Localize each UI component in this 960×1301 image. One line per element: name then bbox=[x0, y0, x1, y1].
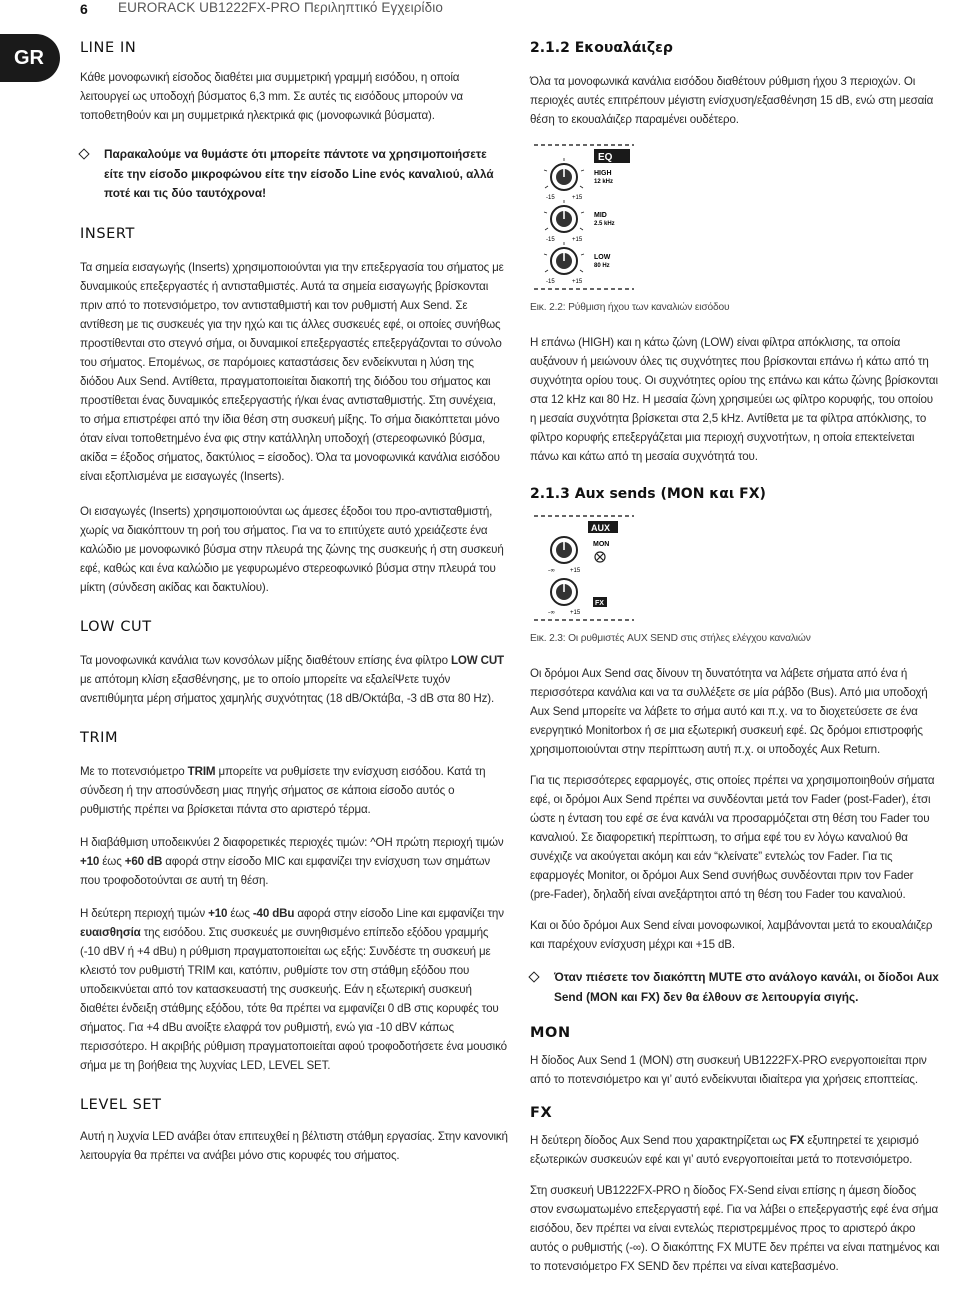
trim-p3-g: της εισόδου. Στις συσκευές με συνηθισμένο επίπεδο εξόδου γραμμής (-10 dBV ή +4 dBu) η ρύθμιση πραγματοποιείται ως εξής: Συνδέστε τη συσκευή με κλειστό τον ρυθμιστή TRIM και, κατόπιν, ρυθμίστε τον στη στάθμη εξόδου που υποδεικνύεται από τον κατασκευαστή της συσκευής. Εάν η εξωτερική συσκευή διαθέτει ένδειξη στάθμης εξόδου, τότε θα πρέπει να εμφανίζει 0 dB στις κορυφές του σήματος. Για +4 dBu ανοίξτε ελαφρά τον ρυθμιστή, ενώ για -10 dBV κάπως περισσότερο. Η ακριβής ρύθμιση πραγματοποιείται αφού τροφοδοτήσετε ένα μουσικό σήμα με τη βοήθεια της λυχνίας LED, LEVEL SET. bbox=[80, 925, 507, 1072]
fx-p1-a: Η δεύτερη δίοδος Aux Send που χαρακτηρίζεται ως bbox=[530, 1134, 790, 1147]
note-diamond-icon bbox=[78, 148, 89, 159]
low-cut-text-c: με απότομη κλίση εξασθένησης, με το οποίο μπορείτε να εξαλείΨετε τυχόν ανεπιθύμητα μέρη σήματος χαμηλής συχνότητας (18 dB/Οκτάβα, -3 dB στα 80 Hz). bbox=[80, 672, 495, 705]
aux-mon-label: MON bbox=[593, 541, 610, 548]
section-heading-mon: MON bbox=[530, 1025, 571, 1041]
language-tab: GR bbox=[0, 34, 60, 82]
aux-note bbox=[530, 968, 940, 1007]
fx-paragraph-2: Στη συσκευή UB1222FX-PRO η δίοδος FX-Send είναι επίσης η άμεση δίοδος στον ενσωματωμένο επεξεργαστή εφέ. Για να λάβει ο επεξεργαστής εφέ ένα σήμα εισόδου, δεν πρέπει να είναι εντελώς περιστρεμμένος προς το αριστερό άκρο αυτός ο ρυθμιστής (-∞). Ο διακόπτης FX MUTE δεν πρέπει να είναι πατημένος και το ποτενσιόμετρο FX SEND δεν πρέπει να είναι κατεβασμένο. bbox=[530, 1184, 940, 1273]
eq-title: EQ bbox=[598, 152, 613, 163]
section-heading-aux-sends: 2.1.3 Aux sends (MON και FX) bbox=[530, 486, 766, 502]
eq-mid-min: -15 bbox=[546, 237, 555, 243]
eq-mid-max: +15 bbox=[572, 237, 583, 243]
eq-mid-knob[interactable] bbox=[544, 200, 584, 232]
trim-p3-d: -40 dBu bbox=[252, 906, 295, 920]
aux-mon-mute-icon bbox=[595, 552, 605, 562]
trim-paragraph-1 bbox=[80, 762, 508, 819]
trim-p1-c: μπορείτε να ρυθμίσετε την ενίσχυση εισόδου. Κατά τη σύνδεση ή την αποσύνδεση μιας πηγής σήματος σε κάποια είσοδο αυτός ο ρυθμιστής πρέπει να βρίσκεται πάντα στο αριστερό τέρμα. bbox=[80, 764, 486, 816]
insert-paragraph-2: Οι εισαγωγές (Inserts) χρησιμοποιούνται ως άμεσες έξοδοι του προ-αντισταθμιστή, χωρίς να διακόπτουν τη ροή του σήματος. Για να το επιτύχετε αυτό χρειάζεστε ένα καλώδιο με μονοφωνικό βύσμα στην πλευρά της ζώνης της συσκευής ή στη συσκευή εφέ, καθώς και ένα καλώδιο με γεφυρωμένο στερεοφωνικό βύσμα στην πλευρά του μίκτη (σύνδεση ακίδας και δακτυλίου). bbox=[80, 504, 504, 594]
trim-p2-d: +60 dB bbox=[124, 854, 163, 868]
trim-p1-a: Με το ποτενσιόμετρο bbox=[80, 764, 188, 778]
eq-low-max: +15 bbox=[572, 279, 583, 285]
eq-figure-caption: Εικ. 2.2: Ρύθμιση ήχου των καναλιών εισόδου bbox=[530, 302, 730, 313]
line-in-note bbox=[80, 145, 508, 204]
aux-mon-max: +15 bbox=[570, 568, 581, 574]
level-set-paragraph: Αυτή η λυχνία LED ανάβει όταν επιτευχθεί η βέλτιστη στάθμη εργασίας. Στην κανονική λειτουργία θα πρέπει να ανάβει μόνο στις κορυφές του σήματος. bbox=[80, 1129, 508, 1162]
trim-p1-bold: TRIM bbox=[187, 764, 216, 778]
eq-low-min: -15 bbox=[546, 279, 555, 285]
low-cut-text-a: Τα μονοφωνικά κανάλια των κονσόλων μίξης διαθέτουν επίσης ένα φίλτρο bbox=[80, 653, 451, 667]
section-heading-level-set: LEVEL SET bbox=[80, 1096, 162, 1113]
eq-low-label: LOW bbox=[594, 254, 611, 261]
aux-paragraph-1: Οι δρόμοι Aux Send σας δίνουν τη δυνατότητα να λάβετε σήματα από ένα ή περισσότερα κανάλια και να τα συλλέξετε σε μία ράβδο (Bus). Από μια υποδοχή Aux Send μπορείτε να λάβετε το σήμα αυτό και π.χ. να το διοχετεύσετε σε ένα ενεργητικό Monitorbox ή σε μια εξωτερική συσκευή εφέ. Ως δρόμοι επιστροφής χρησιμοποιούνται στην περίπτωση αυτή π.χ. οι υποδοχές Aux Return. bbox=[530, 667, 928, 756]
section-heading-low-cut: LOW CUT bbox=[80, 618, 152, 635]
fx-p1-bold: FX bbox=[789, 1134, 805, 1147]
trim-p2-a: Η διαβάθμιση υποδεικνύει 2 διαφορετικές περιοχές τιμών: ^ΟΗ πρώτη περιοχή τιμών bbox=[80, 835, 504, 849]
mon-paragraph: Η δίοδος Aux Send 1 (MON) στη συσκευή UB1222FX-PRO ενεργοποιείται πριν από το ποτενσιόμετρο και γι’ αυτό ενδείκνυται ιδιαίτερα για χρήσεις εποπτείας. bbox=[530, 1054, 927, 1086]
trim-paragraph-3 bbox=[80, 904, 508, 1075]
aux-paragraph-3: Και οι δύο δρόμοι Aux Send είναι μονοφωνικοί, λαμβάνονται μετά το εκουαλάιζερ και παρέχουν ενίσχυση μέχρι και +15 dB. bbox=[530, 919, 933, 951]
aux-mon-knob[interactable] bbox=[551, 537, 577, 563]
eq-paragraph-2: Η επάνω (HIGH) και η κάτω ζώνη (LOW) είναι φίλτρα απόκλισης, τα οποία αυξάνουν ή μειώνουν όλες τις συχνότητες που βρίσκονται επάνω ή κάτω από τη συχνότητα ορίου τους. Οι συχνότητες ορίου της επάνω και κάτω ζώνης βρίσκονται στα 12 kHz και 80 Hz. Η μεσαία ζώνη χρησιμεύει ως φίλτρο κορυφής, του οποίου η μεσαία συχνότητα βρίσκεται στα 2,5 kHz. Αντίθετα με τα φίλτρα απόκλισης, το φίλτρο κορυφής επεξεργάζεται μια περιοχή συχνοτήτων, η οποία επεκτείνεται πάνω και κάτω από τη μεσαία συχνότητά του. bbox=[530, 336, 938, 463]
low-cut-bold: LOW CUT bbox=[450, 653, 504, 667]
section-heading-insert: INSERT bbox=[80, 225, 135, 242]
right-column bbox=[530, 40, 940, 1288]
fx-p1-c: εξυπηρετεί τε χειρισμό εξωτερικών συσκευών εφέ και γι’ αυτό ενεργοποιείται μετά το ποτενσιόμετρο. bbox=[530, 1134, 919, 1166]
low-cut-paragraph bbox=[80, 651, 508, 708]
trim-p2-b: +10 bbox=[80, 854, 100, 868]
note-diamond-icon bbox=[528, 971, 539, 982]
aux-fx-knob[interactable] bbox=[551, 579, 577, 605]
eq-high-freq: 12 kHz bbox=[594, 179, 614, 185]
fx-paragraph-1 bbox=[530, 1131, 940, 1169]
eq-paragraph-1: Όλα τα μονοφωνικά κανάλια εισόδου διαθέτουν ρύθμιση ήχου 3 περιοχών. Οι περιοχές αυτές επιτρέπουν μέγιστη ενίσχυση/εξασθένηση 15 dB, ενώ στη μεσαία θέση το εκουαλάιζερ παραμένει ουδέτερο. bbox=[530, 75, 934, 126]
eq-low-knob[interactable] bbox=[544, 242, 584, 274]
eq-high-label: HIGH bbox=[594, 170, 612, 177]
aux-title: AUX bbox=[591, 523, 611, 533]
aux-figure bbox=[530, 514, 940, 624]
aux-fx-label: FX bbox=[595, 600, 604, 607]
trim-p3-f: ευαισθησία bbox=[80, 925, 141, 939]
insert-paragraph-1: Τα σημεία εισαγωγής (Inserts) χρησιμοποιούνται για την επεξεργασία του σήματος με δυναμικούς επεξεργαστές ή αντισταθμιστές. Αυτά τα σημεία εισαγωγής βρίσκονται πριν από το ποτενσιόμετρο, τον αντισταθμιστή και τον ρυθμιστή Aux Send. Σε αντίθεση με τις συσκευές για την ηχώ και τις άλλες συσκευές εφέ, οι οποίες συνήθως προστίθενται στο στεγνό σήμα, οι δυναμικοί επεξεργαστές επεξεργάζονται το σύνολο του σήματος. Επομένως, σε παρόμοιες καταστάσεις δεν ενδείκνυται η λύση της διόδου Aux Send. Αντίθετα, πραγματοποιείται διακοπή της διόδου του σήματος και προστίθεται ένας δυναμικός επεξεργαστής ή/και ένας αντισταθμιστής. Στη συνέχεια, το σήμα επιστρέφει από την ίδια θέση στη συσκευή μίξης. Το σήμα διακόπτεται μόνο όταν είναι τοποθετημένο ένα φις στην κατάλληλη υποδοχή (στερεοφωνικό βύσμα, ακίδα = έξοδος σήματος, δακτύλιος = είσοδος). Όλα τα μονοφωνικά κανάλια εισόδου είναι εξοπλισμένα με εισαγωγές (Inserts). bbox=[80, 260, 504, 483]
section-heading-line-in: LINE IN bbox=[80, 40, 137, 56]
eq-low-freq: 80 Hz bbox=[594, 263, 610, 269]
eq-mid-freq: 2.5 kHz bbox=[594, 221, 615, 227]
aux-fx-min: -∞ bbox=[548, 609, 556, 616]
aux-fx-max: +15 bbox=[570, 610, 581, 616]
trim-p3-c: έως bbox=[227, 906, 253, 920]
trim-paragraph-2 bbox=[80, 833, 508, 890]
trim-p2-e: αφορά στην είσοδο MIC και εμφανίζει την ενίσχυση των σημάτων που τροφοδοτούνται σε αυτή τη θέση. bbox=[80, 854, 490, 887]
trim-p3-b: +10 bbox=[208, 906, 228, 920]
aux-diagram bbox=[530, 514, 640, 624]
section-heading-fx: FX bbox=[530, 1105, 553, 1121]
eq-figure bbox=[530, 143, 940, 293]
line-in-paragraph: Κάθε μονοφωνική είσοδος διαθέτει μια συμμετρική γραμμή εισόδου, η οποία λειτουργεί ως υποδοχή βύσματος 6,3 mm. Σε αυτές τις εισόδους μπορούν να τοποθετηθούν και μη συμμετρικά ηλεκτρικά φις (μονοφωνικά βύσματα). bbox=[80, 71, 463, 122]
aux-note-text: Όταν πιέσετε τον διακόπτη MUTE στο ανάλογο κανάλι, οι δίοδοι Aux Send (MON και FX) δεν θα έλθουν σε λειτουργία σιγής. bbox=[554, 970, 939, 1004]
aux-figure-caption: Εικ. 2.3: Οι ρυθμιστές AUX SEND στις στήλες ελέγχου καναλιών bbox=[530, 633, 811, 644]
section-heading-equalizer: 2.1.2 Εκουαλάιζερ bbox=[530, 40, 673, 56]
page-header bbox=[0, 0, 960, 22]
section-heading-trim: TRIM bbox=[80, 729, 119, 746]
aux-mon-min: -∞ bbox=[548, 567, 556, 574]
eq-high-knob[interactable] bbox=[544, 158, 584, 190]
eq-diagram bbox=[530, 143, 640, 293]
eq-high-max: +15 bbox=[572, 195, 583, 201]
page-number: 6 bbox=[80, 1, 88, 17]
aux-paragraph-2: Για τις περισσότερες εφαρμογές, στις οποίες πρέπει να χρησιμοποιηθούν σήματα εφέ, οι δρόμοι Aux Send πρέπει να συνδέονται μετά τον Fader (post-Fader), έτσι ώστε η ένταση του εφέ σε ένα κανάλι να προσαρμόζεται στη θέση του Fader του καναλιού. Σε διαφορετική περίπτωση, το σήμα εφέ του εν λόγω καναλιού θα συνέχιζε να ακούγεται ακόμη και εάν “κλείνατε” εντελώς τον Fader. Για τις εφαρμογές Monitor, οι δρόμοι Aux Send συνήθως συνδέονται πριν τον Fader (pre-Fader), δηλαδή είναι ανεξάρτητοι από τη θέση του Fader του καναλιού. bbox=[530, 774, 935, 901]
eq-mid-label: MID bbox=[594, 212, 607, 219]
trim-p3-a: Η δεύτερη περιοχή τιμών bbox=[80, 906, 209, 920]
line-in-note-text: Παρακαλούμε να θυμάστε ότι μπορείτε πάντοτε να χρησιμοποιήσετε είτε την είσοδο μικροφώνου είτε την είσοδο Line ενός καναλιού, αλλά ποτέ και τις δύο ταυτόχρονα! bbox=[104, 147, 494, 200]
eq-high-min: -15 bbox=[546, 195, 555, 201]
trim-p3-e: αφορά στην είσοδο Line και εμφανίζει την bbox=[294, 906, 504, 920]
document-title: EURORACK UB1222FX-PRO Περιληπτικό Εγχειρίδιο bbox=[118, 0, 443, 15]
left-column bbox=[80, 40, 508, 1177]
trim-p2-c: έως bbox=[99, 854, 125, 868]
